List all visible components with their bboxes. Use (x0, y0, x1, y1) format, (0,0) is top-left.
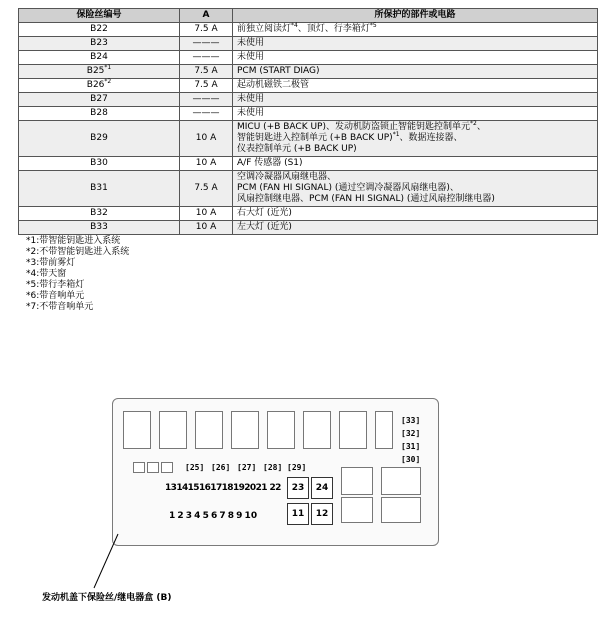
fuse-amperage: 7.5 A (180, 65, 233, 79)
fuse-amperage: ——— (180, 51, 233, 65)
footnote: *4:带天窗 (26, 269, 67, 279)
footnote: *5:带行李箱灯 (26, 280, 85, 290)
fuse-label-30: [30] (401, 455, 421, 464)
fuse-number: B33 (19, 221, 180, 235)
footnote: *7:不带音响单元 (26, 302, 94, 312)
protected-circuit: 左大灯 (近光) (233, 221, 598, 235)
fuse-label-28: [28] (263, 463, 283, 472)
fuse-row-bottom: 1 2 3 4 5 6 7 8 9 10 (169, 511, 258, 521)
protected-circuit: 未使用 (233, 107, 598, 121)
fuse-label-31: [31] (401, 442, 421, 451)
protected-circuit: 未使用 (233, 51, 598, 65)
fuse-amperage: ——— (180, 37, 233, 51)
fuse-number: B27 (19, 93, 180, 107)
fuse-number: B26$^{*2}$ (19, 79, 180, 93)
fuse-number: B31 (19, 171, 180, 207)
fuse-number: B30 (19, 157, 180, 171)
protected-circuit: 未使用 (233, 93, 598, 107)
diagram-caption: 发动机盖下保险丝/继电器盒 (B) (42, 593, 172, 603)
footnote: *1:带智能钥匙进入系统 (26, 236, 121, 246)
fuse-amperage: ——— (180, 93, 233, 107)
fuse-number: B22 (19, 23, 180, 37)
fuse-label-25: [25] (185, 463, 205, 472)
protected-circuit: MICU (+B BACK UP)、发动机防盗锁止智能钥匙控制单元$^{*2}$、 智能钥匙进入控制单元 (+B BACK UP)$^{*1}$、数据连接器、 仪表控制单元 (+B BACK UP) (233, 121, 598, 157)
fuse-number: B23 (19, 37, 180, 51)
protected-circuit: 未使用 (233, 37, 598, 51)
fuse-number: B25$^{*1}$ (19, 65, 180, 79)
big-fuse-23: 23 (287, 477, 309, 499)
protected-circuit: A/F 传感器 (S1) (233, 157, 598, 171)
header-protected-circuit: 所保护的部件或电路 (233, 9, 598, 23)
fuse-number: B32 (19, 207, 180, 221)
fuse-label-33: [33] (401, 416, 421, 425)
big-fuse-11: 11 (287, 503, 309, 525)
protected-circuit: 前独立阅读灯$^{*4}$、顶灯、行李箱灯$^{*5}$ (233, 23, 598, 37)
fuse-label-29: [29] (287, 463, 307, 472)
fuse-number: B24 (19, 51, 180, 65)
fuse-amperage: 7.5 A (180, 79, 233, 93)
fuse-row-top: 131415161718192021 22 (165, 483, 281, 493)
big-fuse-12: 12 (311, 503, 333, 525)
fuse-amperage: 10 A (180, 157, 233, 171)
big-fuse-24: 24 (311, 477, 333, 499)
fuse-amperage: ——— (180, 107, 233, 121)
protected-circuit: 起动机磁铁二极管 (233, 79, 598, 93)
fuse-number: B28 (19, 107, 180, 121)
footnote: *6:带音响单元 (26, 291, 85, 301)
fuse-amperage: 10 A (180, 207, 233, 221)
fuse-amperage: 10 A (180, 121, 233, 157)
footnote: *2:不带智能钥匙进入系统 (26, 247, 130, 257)
header-fuse-no: 保险丝编号 (19, 9, 180, 23)
fuse-amperage: 7.5 A (180, 23, 233, 37)
protected-circuit: 右大灯 (近光) (233, 207, 598, 221)
fuse-number: B29 (19, 121, 180, 157)
fuse-label-26: [26] (211, 463, 231, 472)
protected-circuit: PCM (START DIAG) (233, 65, 598, 79)
fuse-amperage: 7.5 A (180, 171, 233, 207)
protected-circuit: 空调冷凝器风扇继电器、 PCM (FAN HI SIGNAL) (通过空调冷凝器风扇继电器)、 风扇控制继电器、PCM (FAN HI SIGNAL) (通过风扇控制继电器) (233, 171, 598, 207)
footnote: *3:带前雾灯 (26, 258, 76, 268)
fuse-label-32: [32] (401, 429, 421, 438)
header-amp: A (180, 9, 233, 23)
fuse-amperage: 10 A (180, 221, 233, 235)
fuse-label-27: [27] (237, 463, 257, 472)
